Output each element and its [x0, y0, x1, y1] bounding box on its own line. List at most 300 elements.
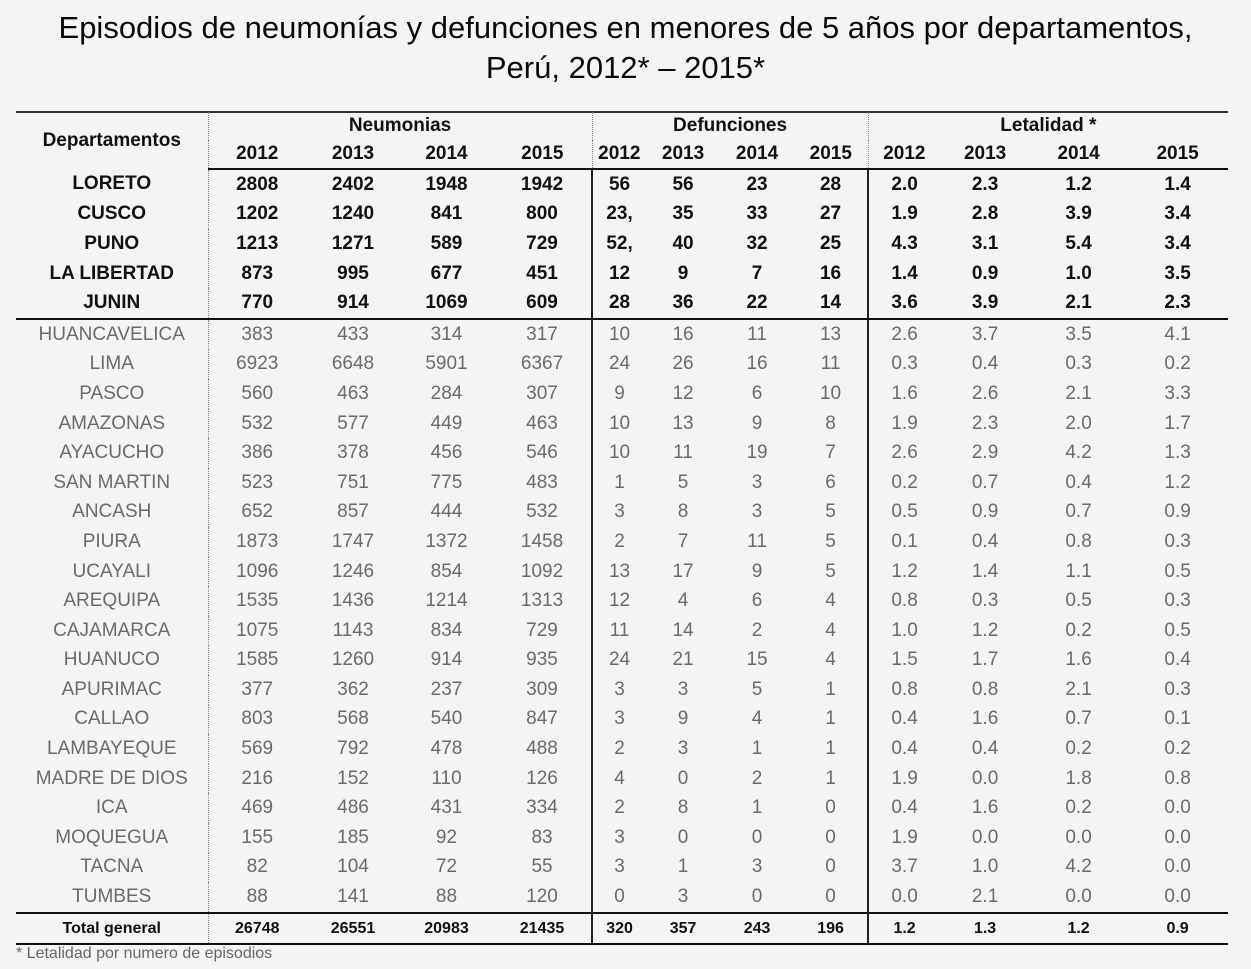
letalidad-value: 1.6 — [971, 797, 999, 819]
letalidad-value: 0.5 — [1164, 560, 1191, 582]
table-row — [16, 823, 1228, 853]
neumonias-value: 1436 — [331, 590, 375, 612]
letalidad-value: 3.7 — [868, 853, 940, 883]
defunciones-value: 56 — [672, 173, 694, 195]
neumonias-value: 72 — [435, 856, 458, 878]
defunciones-value: 10 — [592, 319, 646, 350]
defunciones-value: 2 — [751, 767, 763, 789]
letalidad-value: 1.0 — [971, 856, 999, 878]
neumonias-value: 995 — [337, 262, 369, 284]
neumonias-value: 2808 — [208, 169, 306, 200]
letalidad-value: 0.4 — [868, 734, 940, 764]
letalidad-value: 4.1 — [1164, 323, 1191, 345]
letalidad-value: 1.9 — [868, 823, 940, 853]
letalidad-value: 2.3 — [971, 173, 999, 195]
table-row — [16, 646, 1228, 676]
defunciones-value: 0 — [825, 856, 836, 878]
letalidad-value: 1.0 — [1065, 262, 1092, 284]
letalidad-value: 0.9 — [1127, 913, 1228, 945]
letalidad-value: 0.7 — [1065, 708, 1092, 730]
neumonias-value: 237 — [430, 678, 463, 700]
neumonias-value: 386 — [208, 438, 306, 468]
defunciones-value: 2 — [592, 793, 646, 823]
letalidad-value: 2.1 — [1065, 382, 1092, 404]
defunciones-value: 23 — [746, 173, 768, 195]
defunciones-value: 1 — [751, 797, 763, 819]
neumonias-value: 1246 — [331, 560, 375, 582]
neumonias-value: 152 — [337, 767, 369, 789]
defunciones-value: 36 — [646, 288, 720, 319]
letalidad-value: 0.0 — [1065, 826, 1092, 848]
year-header: 2013 — [646, 140, 720, 169]
letalidad-value: 1.6 — [1065, 649, 1092, 671]
neumonias-value: 110 — [431, 767, 462, 789]
defunciones-value: 9 — [751, 560, 763, 582]
letalidad-value: 0.4 — [1164, 649, 1191, 671]
department-name: Total general — [16, 913, 208, 945]
neumonias-value: 1585 — [208, 646, 306, 676]
letalidad-value: 0.4 — [971, 530, 999, 552]
letalidad-value: 3.5 — [1065, 323, 1092, 345]
neumonias-value: 847 — [526, 708, 558, 730]
letalidad-value: 0.9 — [971, 501, 999, 523]
defunciones-value: 0 — [677, 826, 689, 848]
neumonias-value: 83 — [531, 826, 553, 848]
letalidad-value: 2.1 — [1065, 678, 1092, 700]
letalidad-value: 2.3 — [1127, 288, 1228, 319]
neumonias-value: 6648 — [331, 353, 375, 375]
defunciones-value: 3 — [751, 471, 763, 493]
letalidad-value: 2.6 — [971, 382, 999, 404]
neumonias-value: 770 — [208, 288, 306, 319]
letalidad-value: 0.3 — [868, 350, 940, 380]
defunciones-value: 3 — [751, 856, 763, 878]
data-table — [16, 112, 1228, 945]
defunciones-value: 4 — [592, 764, 646, 794]
letalidad-value: 2.3 — [971, 412, 999, 434]
table-row — [16, 882, 1228, 913]
neumonias-value: 120 — [526, 886, 558, 908]
department-name: UCAYALI — [72, 560, 151, 582]
neumonias-value: 463 — [337, 382, 369, 404]
letalidad-value: 4.2 — [1065, 856, 1092, 878]
defunciones-value: 11 — [747, 530, 767, 552]
neumonias-value: 5901 — [425, 353, 468, 375]
neumonias-value: 2402 — [331, 173, 375, 195]
department-name: AMAZONAS — [58, 412, 166, 434]
table-row — [16, 498, 1228, 528]
defunciones-value: 6 — [751, 382, 763, 404]
neumonias-value: 6923 — [208, 350, 306, 380]
defunciones-value: 1 — [825, 678, 836, 700]
dept-header: Departamentos — [42, 129, 181, 151]
neumonias-value: 20983 — [400, 913, 493, 945]
neumonias-value: 577 — [337, 412, 369, 434]
department-name: LORETO — [72, 173, 152, 195]
department-name: JUNIN — [16, 288, 208, 319]
defunciones-value: 5 — [825, 560, 836, 582]
letalidad-value: 1.4 — [868, 259, 940, 289]
year-header: 2012 — [208, 140, 306, 169]
letalidad-value: 0.2 — [1164, 353, 1191, 375]
defunciones-value: 4 — [825, 649, 836, 671]
table-row — [16, 259, 1228, 289]
department-name: TACNA — [80, 856, 144, 878]
neumonias-value: 378 — [337, 442, 369, 464]
letalidad-value: 3.1 — [971, 232, 999, 254]
letalidad-value: 0.8 — [868, 586, 940, 616]
letalidad-value: 3.5 — [1164, 262, 1191, 284]
neumonias-value: 652 — [208, 498, 306, 528]
table-row — [16, 350, 1228, 380]
neumonias-value: 6367 — [520, 353, 564, 375]
table-row — [16, 616, 1228, 646]
letalidad-value: 2.8 — [971, 203, 999, 225]
defunciones-value: 320 — [592, 913, 646, 945]
neumonias-value: 775 — [430, 471, 463, 493]
department-name: PUNO — [84, 232, 140, 254]
group-neumonias: Neumonias — [208, 112, 592, 140]
neumonias-value: 1213 — [208, 229, 306, 259]
letalidad-value: 0.3 — [971, 590, 999, 612]
neumonias-value: 377 — [208, 675, 306, 705]
page-title — [0, 8, 1251, 88]
neumonias-value: 314 — [430, 323, 463, 345]
neumonias-value: 834 — [430, 619, 463, 641]
department-name: AREQUIPA — [63, 590, 161, 612]
defunciones-value: 3 — [592, 498, 646, 528]
table-row — [16, 675, 1228, 705]
neumonias-value: 1313 — [520, 590, 564, 612]
letalidad-value: 2.0 — [868, 169, 940, 200]
defunciones-value: 2 — [592, 527, 646, 557]
neumonias-value: 104 — [337, 856, 369, 878]
neumonias-value: 1240 — [331, 203, 375, 225]
letalidad-value: 2.1 — [1030, 288, 1127, 319]
neumonias-value: 589 — [430, 232, 463, 254]
neumonias-value: 1458 — [520, 530, 564, 552]
neumonias-value: 383 — [208, 319, 306, 350]
letalidad-value: 0.9 — [971, 262, 999, 284]
department-name: SAN MARTIN — [53, 471, 171, 493]
defunciones-value: 32 — [746, 232, 768, 254]
defunciones-value: 13 — [819, 323, 842, 345]
letalidad-value: 0.5 — [868, 498, 940, 528]
defunciones-value: 2 — [751, 619, 763, 641]
group-letalidad: Letalidad * — [868, 112, 1228, 140]
title-line-1: Episodios de neumonías y defunciones en menores de 5 años por departamentos, — [58, 10, 1193, 45]
defunciones-value: 8 — [677, 797, 689, 819]
defunciones-value: 27 — [819, 203, 842, 225]
neumonias-value: 729 — [526, 619, 558, 641]
defunciones-value: 1 — [592, 468, 646, 498]
defunciones-value: 9 — [592, 379, 646, 409]
defunciones-value: 10 — [592, 438, 646, 468]
neumonias-value: 1942 — [520, 173, 564, 195]
neumonias-value: 463 — [526, 412, 558, 434]
defunciones-value: 3 — [677, 886, 689, 908]
defunciones-value: 28 — [592, 288, 646, 319]
letalidad-value: 0.8 — [1065, 530, 1092, 552]
year-header: 2015 — [493, 140, 592, 169]
defunciones-value: 17 — [672, 560, 694, 582]
neumonias-value: 729 — [526, 232, 558, 254]
letalidad-value: 1.5 — [868, 646, 940, 676]
letalidad-value: 0.0 — [1164, 856, 1191, 878]
defunciones-value: 3 — [592, 705, 646, 735]
neumonias-value: 1535 — [208, 586, 306, 616]
letalidad-value: 1.1 — [1065, 560, 1092, 582]
defunciones-value: 14 — [794, 288, 868, 319]
neumonias-value: 488 — [526, 738, 558, 760]
neumonias-value: 92 — [435, 826, 458, 848]
defunciones-value: 8 — [825, 412, 836, 434]
defunciones-value: 4 — [825, 590, 836, 612]
defunciones-value: 15 — [746, 649, 768, 671]
letalidad-value: 1.7 — [1164, 412, 1191, 434]
defunciones-value: 0 — [677, 767, 689, 789]
defunciones-value: 3 — [592, 823, 646, 853]
defunciones-value: 3 — [751, 501, 763, 523]
letalidad-value: 2.6 — [868, 319, 940, 350]
letalidad-value: 0.0 — [1164, 886, 1191, 908]
neumonias-value: 523 — [208, 468, 306, 498]
department-name: PIURA — [82, 530, 141, 552]
defunciones-value: 0 — [751, 886, 763, 908]
letalidad-value: 0.8 — [971, 678, 999, 700]
neumonias-value: 1873 — [208, 527, 306, 557]
defunciones-value: 1 — [751, 738, 763, 760]
defunciones-value: 7 — [825, 442, 836, 464]
letalidad-value: 3.3 — [1164, 382, 1191, 404]
neumonias-value: 677 — [430, 262, 463, 284]
defunciones-value: 11 — [673, 442, 693, 464]
neumonias-value: 486 — [337, 797, 369, 819]
letalidad-value: 1.2 — [971, 619, 999, 641]
defunciones-value: 243 — [720, 913, 794, 945]
neumonias-value: 1069 — [400, 288, 493, 319]
letalidad-value: 0.0 — [1065, 886, 1092, 908]
defunciones-value: 12 — [592, 259, 646, 289]
defunciones-value: 11 — [820, 353, 841, 375]
neumonias-value: 26748 — [208, 913, 306, 945]
neumonias-value: 478 — [430, 738, 463, 760]
defunciones-value: 5 — [825, 530, 836, 552]
letalidad-value: 0.5 — [1164, 619, 1191, 641]
year-header: 2014 — [1030, 140, 1127, 169]
neumonias-value: 914 — [430, 649, 463, 671]
letalidad-value: 1.0 — [868, 616, 940, 646]
defunciones-value: 12 — [672, 382, 694, 404]
neumonias-value: 532 — [526, 501, 558, 523]
letalidad-value: 0.2 — [868, 468, 940, 498]
letalidad-value: 2.6 — [868, 438, 940, 468]
defunciones-value: 3 — [592, 675, 646, 705]
letalidad-value: 0.3 — [1164, 678, 1191, 700]
neumonias-value: 82 — [208, 853, 306, 883]
table-row — [16, 705, 1228, 735]
defunciones-value: 16 — [672, 323, 694, 345]
footnote: * Letalidad por numero de episodios — [16, 945, 273, 962]
letalidad-value: 1.8 — [1065, 767, 1092, 789]
neumonias-value: 873 — [208, 259, 306, 289]
department-name: LIMA — [89, 353, 134, 375]
defunciones-value: 11 — [592, 616, 646, 646]
neumonias-value: 569 — [208, 734, 306, 764]
table-row — [16, 913, 1228, 945]
neumonias-value: 88 — [208, 882, 306, 913]
table-row — [16, 319, 1228, 350]
defunciones-value: 28 — [819, 173, 842, 195]
defunciones-value: 3 — [592, 853, 646, 883]
defunciones-value: 357 — [646, 913, 720, 945]
neumonias-value: 1096 — [208, 557, 306, 587]
neumonias-value: 141 — [337, 886, 369, 908]
letalidad-value: 1.4 — [1164, 173, 1191, 195]
year-header: 2014 — [720, 140, 794, 169]
table-row — [16, 169, 1228, 200]
table-row — [16, 764, 1228, 794]
defunciones-value: 6 — [751, 590, 763, 612]
letalidad-value: 0.7 — [1065, 501, 1092, 523]
neumonias-value: 1092 — [520, 560, 564, 582]
defunciones-value: 1 — [825, 708, 836, 730]
letalidad-value: 0.4 — [1065, 471, 1092, 493]
department-name: ICA — [95, 797, 128, 819]
defunciones-value: 56 — [592, 169, 646, 200]
neumonias-value: 914 — [306, 288, 400, 319]
letalidad-value: 3.6 — [868, 288, 940, 319]
defunciones-value: 21 — [672, 649, 694, 671]
defunciones-value: 2 — [592, 734, 646, 764]
defunciones-value: 13 — [592, 557, 646, 587]
letalidad-value: 3.9 — [1065, 203, 1092, 225]
defunciones-value: 4 — [825, 619, 836, 641]
year-header: 2014 — [400, 140, 493, 169]
letalidad-value: 1.3 — [1164, 442, 1191, 464]
neumonias-value: 803 — [208, 705, 306, 735]
neumonias-value: 21435 — [493, 913, 592, 945]
neumonias-value: 362 — [337, 678, 369, 700]
defunciones-value: 0 — [592, 882, 646, 913]
letalidad-value: 0.2 — [1065, 797, 1092, 819]
neumonias-value: 1271 — [331, 232, 375, 254]
table-row — [16, 229, 1228, 259]
neumonias-value: 935 — [526, 649, 558, 671]
defunciones-value: 196 — [794, 913, 868, 945]
defunciones-value: 24 — [592, 350, 646, 380]
neumonias-value: 540 — [430, 708, 463, 730]
neumonias-value: 1202 — [208, 200, 306, 230]
defunciones-value: 6 — [825, 471, 836, 493]
table-row — [16, 409, 1228, 439]
defunciones-value: 4 — [751, 708, 763, 730]
table-row — [16, 853, 1228, 883]
defunciones-value: 1 — [825, 767, 836, 789]
letalidad-value: 3.7 — [971, 323, 999, 345]
defunciones-value: 11 — [747, 323, 767, 345]
department-name: HUANUCO — [63, 649, 160, 671]
year-header: 2013 — [306, 140, 400, 169]
neumonias-value: 88 — [435, 886, 458, 908]
letalidad-value: 0.9 — [1164, 501, 1191, 523]
neumonias-value: 1075 — [208, 616, 306, 646]
defunciones-value: 3 — [677, 738, 689, 760]
table-row — [16, 734, 1228, 764]
neumonias-value: 449 — [430, 412, 463, 434]
letalidad-value: 0.0 — [1164, 797, 1191, 819]
neumonias-value: 841 — [430, 203, 463, 225]
letalidad-value: 0.3 — [1065, 353, 1092, 375]
defunciones-value: 24 — [592, 646, 646, 676]
neumonias-value: 456 — [430, 442, 463, 464]
defunciones-value: 9 — [677, 262, 689, 284]
letalidad-value: 3.9 — [940, 288, 1030, 319]
defunciones-value: 26 — [672, 353, 694, 375]
defunciones-value: 40 — [672, 232, 694, 254]
letalidad-value: 4.2 — [1065, 442, 1092, 464]
neumonias-value: 216 — [208, 764, 306, 794]
letalidad-value: 0.3 — [1164, 530, 1191, 552]
defunciones-value: 23, — [592, 200, 646, 230]
table-row — [16, 527, 1228, 557]
defunciones-value: 1 — [825, 738, 836, 760]
defunciones-value: 52, — [592, 229, 646, 259]
year-header: 2013 — [940, 140, 1030, 169]
letalidad-value: 1.4 — [971, 560, 999, 582]
letalidad-value: 0.0 — [971, 767, 999, 789]
letalidad-value: 0.8 — [1164, 767, 1191, 789]
letalidad-value: 3.4 — [1164, 232, 1191, 254]
letalidad-value: 1.2 — [1065, 173, 1092, 195]
letalidad-value: 1.9 — [868, 409, 940, 439]
neumonias-value: 444 — [430, 501, 463, 523]
defunciones-value: 16 — [819, 262, 842, 284]
neumonias-value: 1372 — [425, 530, 468, 552]
neumonias-value: 126 — [526, 767, 558, 789]
year-header: 2012 — [592, 140, 646, 169]
neumonias-value: 1143 — [332, 619, 374, 641]
group-defunciones: Defunciones — [592, 112, 868, 140]
defunciones-value: 0 — [825, 797, 836, 819]
defunciones-value: 1 — [677, 856, 689, 878]
neumonias-value: 1260 — [331, 649, 375, 671]
letalidad-value: 1.2 — [1164, 471, 1191, 493]
defunciones-value: 16 — [746, 353, 768, 375]
table-row — [16, 438, 1228, 468]
table-row — [16, 288, 1228, 319]
neumonias-value: 854 — [430, 560, 463, 582]
defunciones-value: 3 — [677, 678, 689, 700]
letalidad-value: 0.7 — [971, 471, 999, 493]
letalidad-value: 0.5 — [1065, 590, 1092, 612]
table-body — [16, 169, 1228, 944]
defunciones-value: 9 — [677, 708, 689, 730]
department-name: HUANCAVELICA — [38, 323, 185, 345]
table-row — [16, 468, 1228, 498]
neumonias-value: 609 — [493, 288, 592, 319]
department-name: MOQUEGUA — [55, 826, 169, 848]
letalidad-value: 1.9 — [868, 200, 940, 230]
neumonias-value: 155 — [208, 823, 306, 853]
defunciones-value: 12 — [592, 586, 646, 616]
neumonias-value: 857 — [337, 501, 369, 523]
neumonias-value: 1747 — [331, 530, 375, 552]
letalidad-value: 2.9 — [971, 442, 999, 464]
letalidad-value: 4.3 — [868, 229, 940, 259]
defunciones-value: 33 — [746, 203, 768, 225]
neumonias-value: 433 — [337, 323, 369, 345]
